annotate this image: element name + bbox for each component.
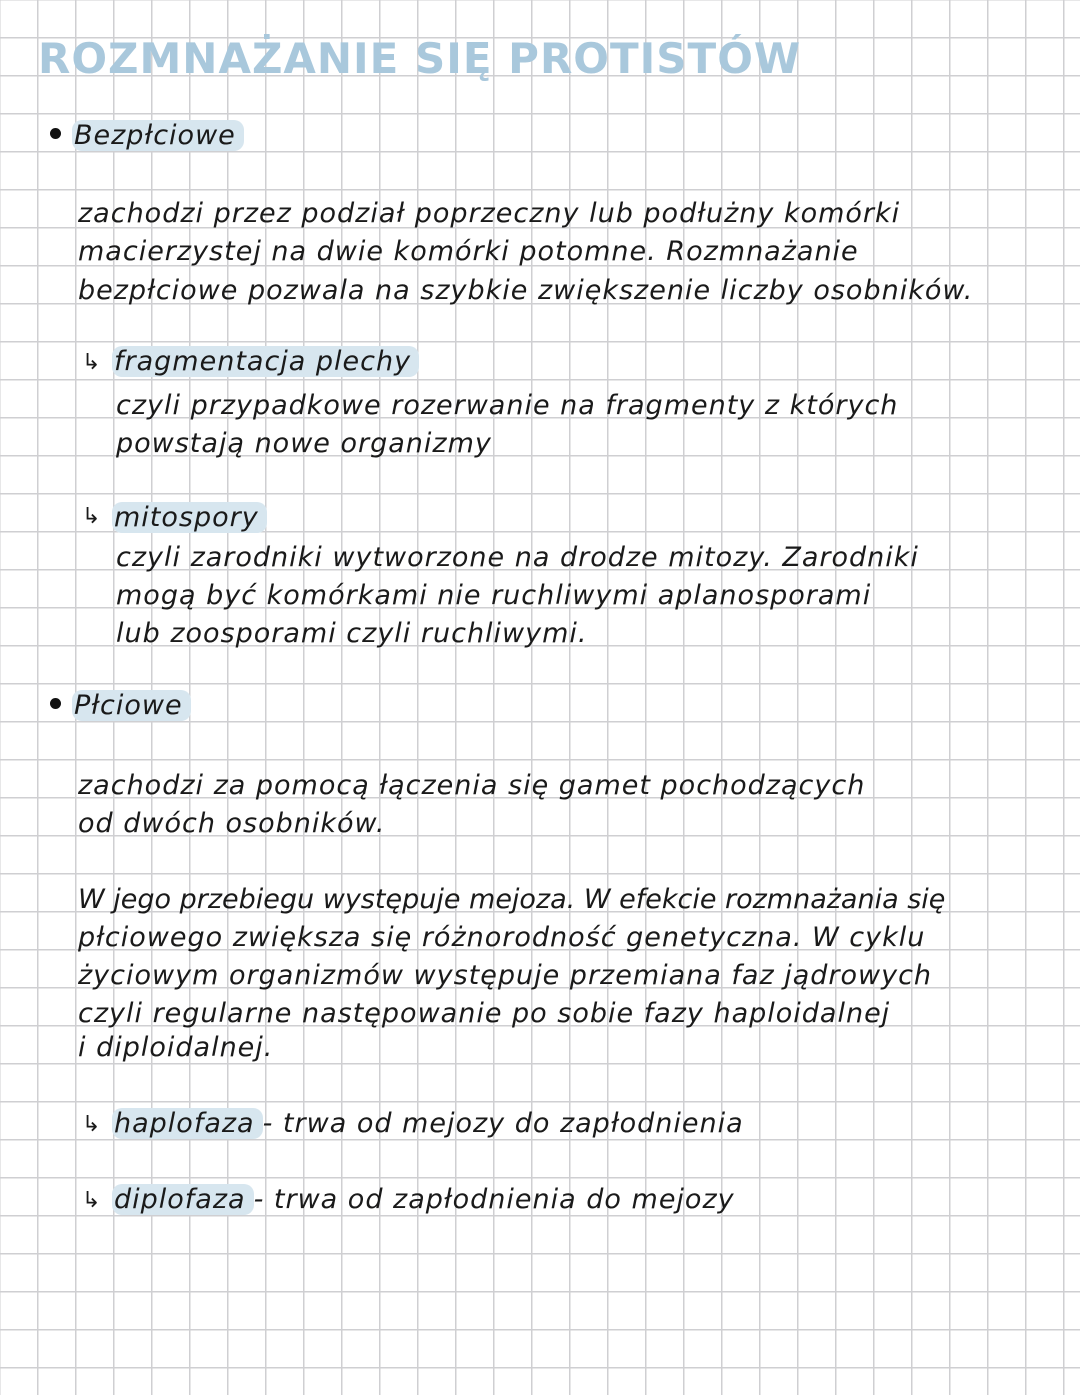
text-line: czyli regularne następowanie po sobie fazy haploidalnej [78, 998, 891, 1029]
arrow-icon: ↳ [82, 504, 101, 529]
arrow-icon: ↳ [82, 1188, 101, 1213]
haplophase-line [112, 1108, 744, 1139]
text-line: lub zoosporami czyli ruchliwymi. [116, 618, 588, 649]
haplophase-description: - trwa od mejozy do zapłodnienia [262, 1108, 744, 1139]
heading-asexual: Bezpłciowe [72, 120, 244, 151]
text-line: powstają nowe organizmy [116, 428, 492, 459]
term-diplophase: diplofaza [112, 1184, 254, 1215]
arrow-icon: ↳ [82, 350, 101, 375]
heading-sexual: Płciowe [72, 690, 191, 721]
term-haplophase: haplofaza [112, 1108, 263, 1139]
text-line: bezpłciowe pozwala na szybkie zwiększenie liczby osobników. [78, 275, 974, 306]
text-line: mogą być komórkami nie ruchliwymi aplanosporami [116, 580, 872, 611]
text-line: i diploidalnej. [78, 1032, 274, 1063]
diplophase-line [112, 1184, 735, 1215]
page-title: ROZMNAŻANIE SIĘ PROTISTÓW [38, 34, 802, 83]
text-line: macierzystej na dwie komórki potomne. Rozmnażanie [78, 236, 859, 267]
text-line: życiowym organizmów występuje przemiana faz jądrowych [78, 960, 933, 991]
text-line: czyli zarodniki wytworzone na drodze mitozy. Zarodniki [116, 542, 919, 573]
diplophase-description: - trwa od zapłodnienia do mejozy [253, 1184, 735, 1215]
text-line: zachodzi za pomocą łączenia się gamet pochodzących [78, 770, 866, 801]
bullet [50, 698, 61, 709]
term-mitospores: mitospory [112, 502, 267, 533]
text-line: czyli przypadkowe rozerwanie na fragmenty z których [116, 390, 899, 421]
text-line: W jego przebiegu występuje mejoza. W efekcie rozmnażania się [78, 884, 946, 915]
text-line: zachodzi przez podział poprzeczny lub podłużny komórki [78, 198, 901, 229]
term-fragmentation: fragmentacja plechy [112, 346, 419, 377]
text-line: od dwóch osobników. [78, 808, 386, 839]
text-line: płciowego zwiększa się różnorodność genetyczna. W cyklu [78, 922, 926, 953]
bullet [50, 128, 61, 139]
arrow-icon: ↳ [82, 1112, 101, 1137]
